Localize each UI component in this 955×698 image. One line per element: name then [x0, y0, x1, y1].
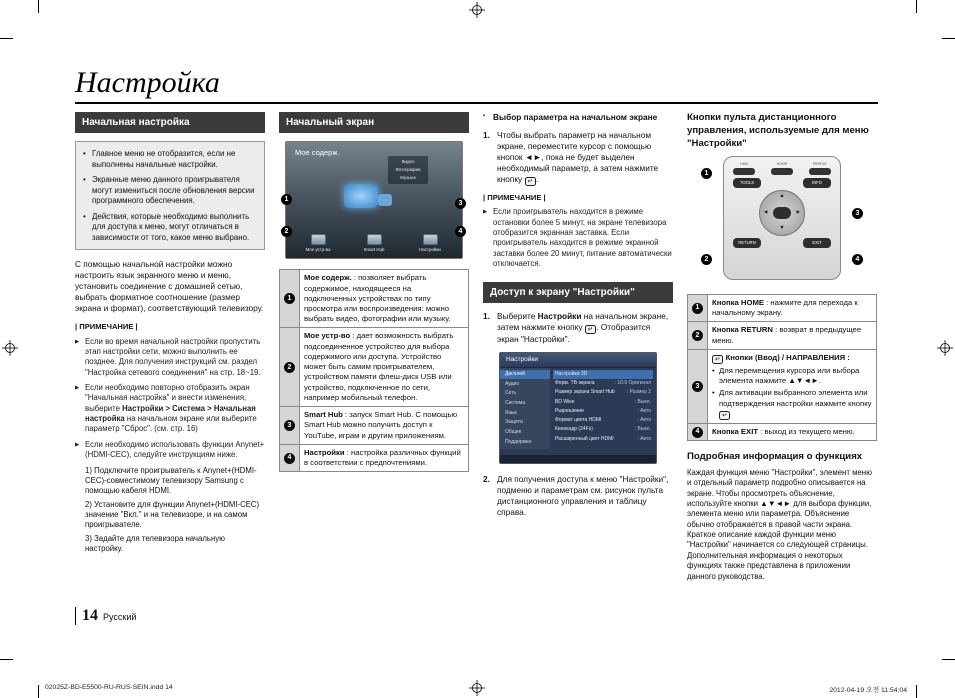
step-number: 1.: [483, 310, 490, 321]
enter-button: [773, 207, 791, 219]
table-row: [280, 445, 468, 471]
settings-menu-item: Сеть: [505, 390, 517, 397]
note-text: Если необходимо использовать функции Anynet+(HDMI-CEC), следуйте инструкциям ниже.: [85, 439, 265, 460]
crop-mark: [942, 659, 955, 660]
home-screen-screenshot: [285, 141, 463, 259]
remote-button-label: REPEAT: [812, 161, 828, 166]
step-number: 2.: [483, 474, 490, 485]
home-app-label: Мое устр-во: [305, 247, 331, 253]
enter-bullet-item: [712, 366, 872, 386]
warning-text: Экранные меню данного проигрывателя могут измениться после обновления версии программного обеспечения.: [92, 175, 255, 206]
row-label: Smart Hub: [304, 410, 343, 420]
page-number: 14: [82, 607, 98, 624]
page-footer: [75, 607, 136, 625]
home-app-my-devices: [298, 234, 338, 253]
callout-1: 1: [281, 194, 292, 205]
home-screen-apps: [298, 234, 450, 253]
step-text-pre: Чтобы выбрать параметр на начальном экране, переместите курсор с помощью кнопок ◄►, пока не будет выделен необходимый параметр, а затем нажмите кнопку: [497, 130, 659, 185]
bullet-icon: •: [83, 211, 86, 221]
remote-button-label: HOME: [776, 161, 788, 166]
square-bullet-icon: ▪: [483, 113, 486, 119]
remote-control: [723, 156, 841, 280]
circled-number: 1: [692, 303, 703, 314]
home-screen-title: Мое содерж.: [295, 148, 340, 158]
crop-mark: [38, 685, 39, 698]
note-item: [75, 383, 265, 435]
step-number: 1.: [483, 130, 490, 141]
column-select-param: [483, 112, 673, 582]
row-label: Кнопки (Ввод) / НАПРАВЛЕНИЯ :: [725, 352, 850, 362]
smart-hub-icon: [367, 234, 382, 245]
page-title: Настройка: [75, 66, 220, 99]
remote-home-button: [771, 162, 793, 175]
crop-mark: [942, 38, 955, 39]
callout-3: 3: [852, 208, 863, 219]
settings-option-row: [553, 379, 653, 388]
table-row: [688, 424, 876, 440]
enter-button-icon: ↵: [525, 177, 536, 186]
option-label: Форм. ТВ-экрана: [555, 380, 595, 387]
settings-menu-item: Аудио: [505, 380, 520, 387]
callout-4: 4: [455, 226, 466, 237]
table-row: [280, 328, 468, 407]
row-label: Кнопка RETURN: [712, 325, 773, 335]
column-remote: [687, 112, 877, 582]
row-description: : позволяет выбрать содержимое, находящееся на подключенных устройствах по типу просмотра или воспроизведения: можно выбрать видео, фотографии или музыку.: [304, 273, 451, 324]
circled-number: 4: [284, 453, 295, 464]
enter-button-icon: ↵: [585, 325, 596, 334]
option-value: : Авто: [637, 435, 651, 442]
note-item: [75, 440, 265, 461]
bullet-icon: •: [712, 388, 715, 398]
note-item: [75, 337, 265, 378]
step-text: [497, 311, 673, 345]
row-text: [708, 322, 876, 348]
anynet-step: 1) Подключите проигрыватель к Anynet+(HDMI-CEC)-совместимому телевизору Samsung с помощью кабеля HDMI.: [85, 465, 257, 496]
exit-button: EXIT: [803, 238, 831, 248]
note-arrow-icon: ▶: [483, 209, 488, 216]
table-row: [688, 322, 876, 349]
row-text: [300, 270, 468, 327]
settings-screen-body: [500, 368, 656, 449]
enter-bullet-item: [712, 388, 872, 420]
home-app-label: Smart Hub: [363, 247, 385, 253]
details-text: Каждая функция меню "Настройки", элемент меню и отдельный параметр подробно описывается на экране. Чтобы просмотреть объяснение, используйте кнопки ▲▼◄► для выбора функции, элемента меню или параметра. Объяснение обычно отображается в правой части экрана. Краткое описание каждой функции меню "Настройки" начинается со следующей страницы. Дополнительная информация о некоторых функциях также представлена в приложении данного руководства.: [687, 467, 872, 581]
option-value: : Выкл.: [634, 426, 651, 433]
option-value: : Авто: [637, 407, 651, 414]
section-header-initial-setup: [75, 112, 265, 133]
option-label: Кинокадр (24Fs): [555, 426, 593, 433]
print-filename: 02025Z-BD-E5500-RU-RUS-SEIN.indd 14: [45, 684, 173, 691]
anynet-steps: [85, 466, 265, 555]
section-header-label: Начальный экран: [286, 117, 375, 128]
callout-2: 2: [281, 226, 292, 237]
table-row: [280, 407, 468, 445]
bullet-text: Для перемещения курсора или выбора элемента нажмите ▲▼◄►.: [719, 365, 860, 386]
row-label: Кнопка EXIT: [712, 426, 759, 436]
section-header-label: Доступ к экрану "Настройки": [490, 286, 635, 298]
note-text-pre: Если необходимо повторно отобразить экран "Начальная настройка" и внести изменения, выберите: [85, 382, 250, 413]
warning-item: [83, 175, 257, 207]
row-number-cell: [280, 445, 300, 471]
enter-bullet-list: [712, 366, 872, 420]
table-row: [688, 350, 876, 424]
row-number-cell: [280, 328, 300, 406]
remote-figure: [687, 156, 877, 284]
table-row: [280, 270, 468, 328]
settings-option-row: [553, 388, 653, 397]
settings-menu-item: Язык: [505, 409, 517, 416]
settings-option-row: [553, 370, 653, 379]
details-heading: Подробная информация о функциях: [687, 451, 863, 463]
warning-text: Главное меню не отобразится, если не выполнены начальные настройки.: [92, 149, 236, 169]
note-arrow-icon: ▶: [75, 384, 80, 391]
note-text: Если во время начальной настройки пропустить этап настройки сети, можно выполнить ее позднее. Для получения инструкций см. раздел "Настройка сетевого соединения" на стр. 18~19.: [85, 336, 261, 377]
home-screen-menu: [388, 156, 428, 184]
row-label: Кнопка HOME: [712, 297, 764, 307]
settings-menu-item: Система: [505, 400, 526, 407]
direction-pad: [759, 190, 805, 236]
row-number-cell: [688, 322, 708, 348]
column-initial-setup: [75, 112, 265, 582]
registration-mark: [469, 680, 485, 696]
info-button: INFO: [803, 178, 831, 188]
arrow-down-icon: ▼: [779, 225, 785, 232]
circled-number: 2: [692, 330, 703, 341]
option-label: BD Wise: [555, 398, 575, 405]
step-text-pre: Выберите: [497, 310, 538, 321]
settings-menu-item: Общие: [505, 429, 522, 436]
step-text: [497, 130, 673, 186]
step-item: [483, 474, 673, 518]
row-description: : дает возможность выбрать подсоединенное устройство для выбора содержимого или доступа. Устройство может быть самим проигрывателем, устройством памяти флеш-диск USB или устройство, подключенное по сети, например мобильный телефон.: [304, 331, 454, 402]
enter-button-icon: ↵: [712, 355, 723, 364]
home-menu-item: Видео: [401, 159, 415, 165]
option-label: Размер экрана Smart Hub: [555, 389, 615, 396]
column-home-screen: [279, 112, 469, 582]
step-text-post: .: [535, 174, 539, 185]
remote-section-heading: Кнопки пульта дистанционного управления, используемые для меню "Настройки": [687, 112, 869, 149]
step-text-bold: Настройки: [537, 310, 582, 321]
circled-number: 3: [692, 381, 703, 392]
bullet-icon: •: [83, 175, 86, 185]
bullet-icon: •: [83, 149, 86, 159]
row-label: Мое содерж.: [304, 273, 352, 283]
settings-option-row: [553, 416, 653, 425]
note-arrow-icon: ▶: [75, 441, 80, 448]
option-value: : Авто: [637, 417, 651, 424]
row-text: [300, 407, 468, 444]
arrow-up-icon: ▲: [779, 192, 785, 199]
crop-mark: [0, 659, 13, 660]
row-number-cell: [280, 407, 300, 444]
hub-button-icon: [733, 168, 755, 175]
registration-mark: [2, 340, 18, 356]
initial-setup-intro: С помощью начальной настройки можно настроить язык экранного меню и меню, установить соединение с домашней сетью, выбрать форматное соотношение (размер экрана и формат), соответствующий телевизору.: [75, 259, 264, 314]
callout-3: 3: [455, 198, 466, 209]
repeat-button-icon: [809, 168, 831, 175]
tools-button: TOOLS: [733, 178, 761, 188]
bullet-icon: •: [712, 365, 715, 375]
settings-option-row: [553, 425, 653, 434]
row-number-cell: [688, 424, 708, 440]
row-description: : выход из текущего меню.: [758, 426, 855, 436]
remote-hub-button: [733, 162, 755, 175]
row-label: Мое устр-во: [304, 331, 351, 341]
heading-text: Выбор параметра на начальном экране: [493, 112, 658, 122]
note-label: | ПРИМЕЧАНИЕ |: [483, 193, 546, 203]
warning-item: [83, 212, 257, 244]
circled-number: 4: [692, 427, 703, 438]
content-columns: [75, 112, 878, 582]
option-value: : 16:9 Оригинал: [614, 380, 651, 387]
initial-setup-warning-box: [75, 141, 265, 250]
settings-screen-title: Настройки: [500, 353, 656, 368]
bullet-text-pre: Для активации выбранного элемента или подтверждения настройки нажмите кнопку: [719, 388, 872, 408]
table-row: [688, 295, 876, 322]
settings-menu-item: Поддержка: [505, 438, 532, 445]
row-description: : настройка различных функций в соответствии с предпочтениями.: [304, 447, 461, 468]
option-value: : Выкл.: [634, 398, 651, 405]
settings-options-list: [550, 368, 656, 449]
circled-number: 3: [284, 420, 295, 431]
row-text: [708, 424, 876, 440]
settings-menu: [500, 368, 550, 449]
note-text-bold: Настройки > Система > Начальная настройка: [85, 403, 256, 424]
warning-text: Действия, которые необходимо выполнить для доступа к меню, могут отличаться в зависимости от того, какое меню выбрано.: [92, 211, 250, 242]
print-timestamp: 2012-04-19 오전 11:54:04: [829, 687, 907, 694]
settings-screen-screenshot: [499, 352, 657, 464]
section-header-access-settings: [483, 282, 673, 303]
bullet-text: [719, 388, 872, 420]
option-label: Расширенный цвет HDMI: [555, 435, 614, 442]
settings-menu-item: Защита: [505, 419, 523, 426]
option-label: Формат цвета HDMI: [555, 417, 602, 424]
callout-1: 1: [701, 168, 712, 179]
row-text: [708, 350, 876, 423]
step-text: Для получения доступа к меню "Настройки", подменю и параметрам см. рисунок пульта дистанционного управления и таблицу справа.: [497, 474, 669, 518]
option-label: Разрешение: [555, 407, 584, 414]
home-button-icon: [771, 168, 793, 175]
remote-button-label: HUB: [740, 161, 748, 166]
settings-option-row: [553, 397, 653, 406]
anynet-step: 3) Задайте для телевизора начальную настройку.: [85, 533, 225, 554]
home-app-smart-hub: [354, 234, 394, 253]
settings-option-row: [553, 434, 653, 443]
row-text: [300, 445, 468, 471]
remote-top-buttons: [733, 162, 831, 175]
step-text-end: . Отобразится экран "Настройки".: [497, 321, 651, 345]
arrow-left-icon: ◄: [763, 208, 769, 215]
circled-number: 2: [284, 362, 295, 373]
option-label: Настройки 3D: [555, 370, 588, 377]
crop-mark: [0, 38, 13, 39]
note-text: [85, 383, 265, 435]
select-param-heading: [483, 112, 673, 123]
row-description: : нажмите для перехода к начальному экрану.: [712, 297, 858, 318]
remote-return-exit-row: [733, 238, 831, 248]
crop-mark: [38, 0, 39, 13]
row-number-cell: [688, 350, 708, 423]
row-description: : запуск Smart Hub. С помощью Smart Hub можно получить доступ к YouTube, играм и другим приложениям.: [304, 410, 458, 440]
step-item: [483, 130, 673, 186]
option-value: : Размер 2: [626, 389, 651, 396]
settings-option-row: [553, 407, 653, 416]
row-text: [300, 328, 468, 406]
crop-mark: [916, 685, 917, 698]
arrow-right-icon: ►: [795, 208, 801, 215]
content-icon: [344, 184, 378, 208]
home-app-label: Настройки: [419, 247, 441, 253]
step-text-mid: на начальном экране, затем нажмите кнопку: [497, 310, 669, 332]
my-devices-icon: [311, 234, 326, 245]
remote-tools-info-row: [733, 178, 831, 188]
settings-menu-item: Дисплей: [500, 370, 550, 380]
note-text: Если проигрыватель находится в режиме остановки более 5 минут, на экране телевизора отобразится экранная заставка. Если проигрыватель находится в режиме экранной заставки более 20 минут, питание автоматически отключается.: [493, 207, 672, 269]
row-text: [708, 295, 876, 321]
note-text-post: на начальном экране или выберите параметр "Сброс". (см. стр. 16): [85, 414, 257, 434]
note-arrow-icon: ▶: [75, 338, 80, 345]
row-number-cell: [688, 295, 708, 321]
page-language: Русский: [103, 612, 137, 622]
circled-number: 1: [284, 293, 295, 304]
callout-4: 4: [852, 254, 863, 265]
enter-button-icon: ↵: [719, 411, 730, 420]
remote-buttons-table: [687, 294, 877, 441]
content-icon: [378, 194, 392, 206]
return-button: RETURN: [733, 238, 761, 248]
note-item: [483, 207, 673, 269]
warning-item: [83, 149, 257, 170]
crop-mark: [916, 0, 917, 13]
anynet-step: 2) Установите для функции Anynet+(HDMI-CEC) значение "Вкл." и на телевизоре, и на самом проигрывателе.: [85, 499, 260, 530]
note-label: | ПРИМЕЧАНИЕ |: [75, 322, 138, 332]
section-header-home-screen: [279, 112, 469, 133]
callout-2: 2: [701, 254, 712, 265]
settings-screen-hintbar: [500, 455, 656, 463]
home-menu-item: Музыка: [400, 175, 416, 181]
step-item: [483, 311, 673, 345]
title-rule: [75, 102, 878, 104]
section-header-label: Начальная настройка: [82, 117, 190, 128]
row-description: : возврат в предыдущее меню.: [712, 325, 862, 345]
settings-gear-icon: [423, 234, 438, 245]
row-label: Настройки: [304, 447, 345, 457]
registration-mark: [937, 340, 953, 356]
home-menu-item: Фотографии: [395, 167, 421, 173]
row-number-cell: [280, 270, 300, 327]
home-screen-table: [279, 269, 469, 472]
home-app-settings: [410, 234, 450, 253]
remote-repeat-button: [809, 162, 831, 175]
registration-mark: [469, 2, 485, 18]
